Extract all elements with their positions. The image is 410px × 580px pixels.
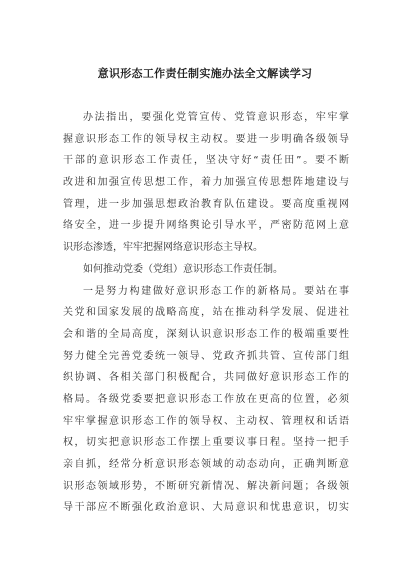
text-line: 权，切实把意识形态工作摆上重要议事日程。坚持一把手 bbox=[63, 437, 349, 449]
text-line: 导干部应不断强化政治意识、大局意识和忧患意识，切实 bbox=[63, 502, 349, 514]
text-line: 干部的意识形态工作责任，坚决守好“责任田”。要不断 bbox=[63, 155, 349, 167]
text-line: 亲自抓，经常分析意识形态领域的动态动向，正确判断意 bbox=[63, 459, 349, 470]
text-line: 会和谐的全局高度，深刻认识意识形态工作的极端重要性 bbox=[63, 328, 349, 340]
text-line: 管理，进一步加强思想政治教育队伍建设。要高度重视网 bbox=[63, 198, 349, 210]
text-line: 识形态渗透，牢牢把握网络意识形态主导权。 bbox=[63, 242, 263, 254]
text-line: 关党和国家发展的战略高度，站在推动科学发展、促进社 bbox=[63, 307, 349, 319]
text-line: 织协调、各相关部门积极配合，共同做好意识形态工作的 bbox=[63, 372, 349, 384]
paragraph-1 bbox=[63, 107, 349, 259]
paragraph-3 bbox=[63, 281, 349, 520]
text-line: 握意识形态工作的领导权主动权。要进一步明确各级领导 bbox=[63, 133, 349, 145]
text-line: 格局。各级党委要把意识形态工作放在更高的位置，必须 bbox=[63, 393, 349, 405]
text-line: 如何推动党委（党组）意识形态工作责任制。 bbox=[83, 263, 283, 275]
text-line: 办法指出，要强化党管宣传、党管意识形态，牢牢掌 bbox=[83, 112, 349, 123]
paragraph-2 bbox=[63, 259, 349, 281]
document-title: 意识形态工作责任制实施办法全文解读学习 bbox=[97, 67, 313, 80]
document-body bbox=[63, 107, 349, 519]
text-line: 牢牢掌握意识形态工作的领导权、主动权、管理权和话语 bbox=[63, 415, 349, 427]
text-line: 识形态领域形势，不断研究新情况、解决新问题；各级领 bbox=[63, 480, 349, 492]
text-line: 一是努力构建做好意识形态工作的新格局。要站在事 bbox=[83, 285, 349, 297]
text-line: 络安全，进一步提升网络舆论引导水平，严密防范网上意 bbox=[63, 220, 349, 232]
text-line: 改进和加强宣传思想工作，着力加强宣传思想阵地建设与 bbox=[63, 177, 349, 189]
text-line: 努力健全完善党委统一领导、党政齐抓共管、宣传部门组 bbox=[63, 350, 349, 362]
